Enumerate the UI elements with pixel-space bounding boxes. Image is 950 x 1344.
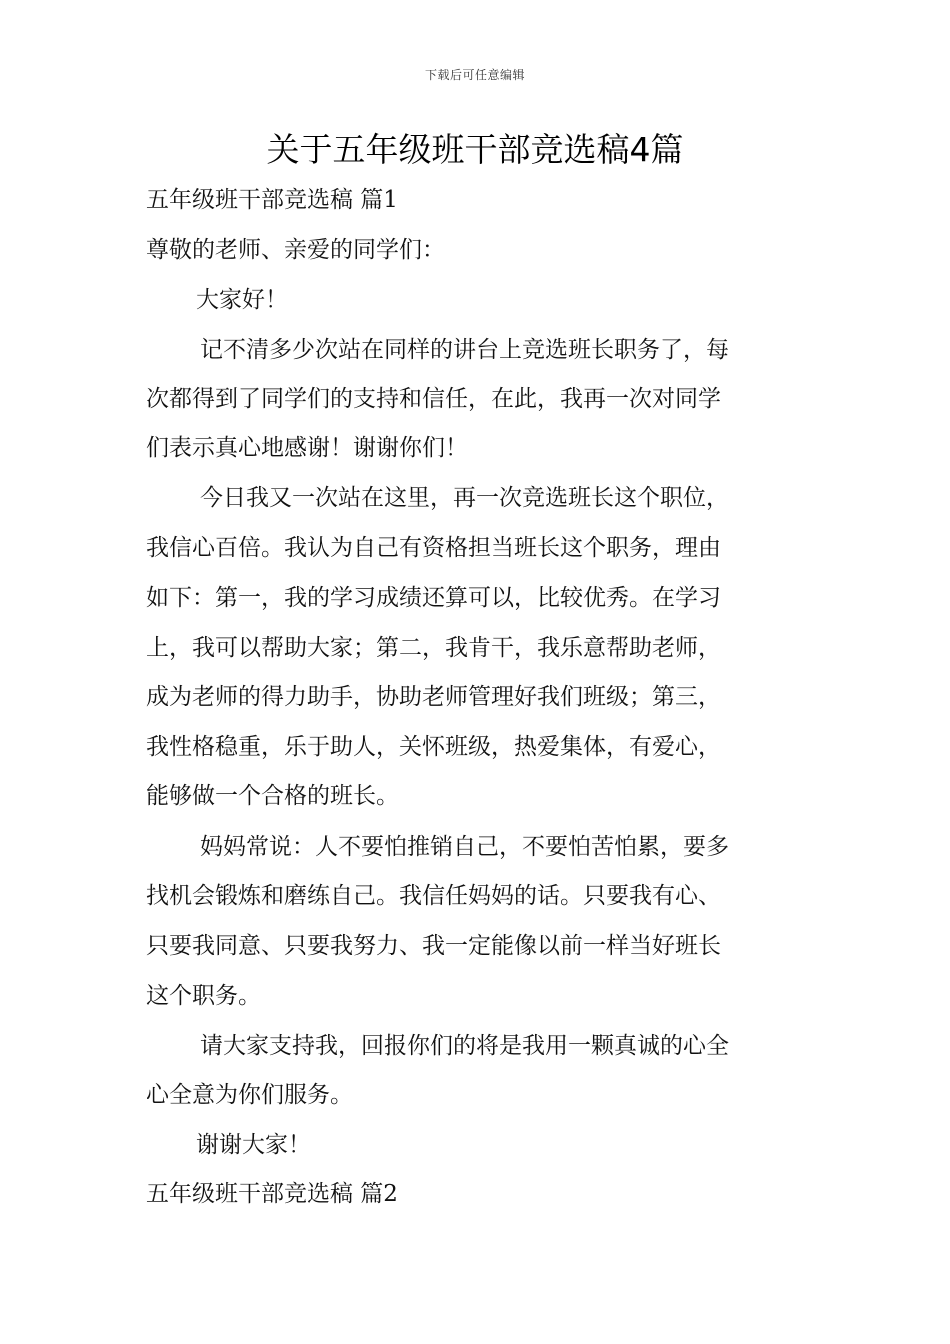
paragraph-1-line: 次都得到了同学们的支持和信任，在此，我再一次对同学 [146,386,721,412]
document-title: 关于五年级班干部竞选稿4篇 [266,130,684,169]
section-2-heading: 五年级班干部竞选稿 篇2 [146,1181,398,1207]
paragraph-2-line: 今日我又一次站在这里，再一次竞选班长这个职位， [200,485,729,511]
paragraph-2-line: 成为老师的得力助手，协助老师管理好我们班级；第三， [146,684,721,710]
header-note: 下载后可任意编辑 [424,68,525,82]
greeting: 大家好！ [196,287,288,313]
paragraph-2-line: 我信心百倍。我认为自己有资格担当班长这个职务，理由 [146,535,721,561]
paragraph-3-line: 这个职务。 [146,983,261,1009]
paragraph-4-line: 心全意为你们服务。 [146,1082,353,1108]
paragraph-3-line: 找机会锻炼和磨练自己。我信任妈妈的话。只要我有心、 [146,883,721,909]
paragraph-3-line: 只要我同意、只要我努力、我一定能像以前一样当好班长 [146,933,721,959]
salutation: 尊敬的老师、亲爱的同学们： [146,237,445,263]
section-1-heading: 五年级班干部竞选稿 篇1 [146,187,398,213]
paragraph-1-line: 记不清多少次站在同样的讲台上竞选班长职务了，每 [200,337,729,363]
paragraph-2-line: 如下：第一，我的学习成绩还算可以，比较优秀。在学习 [146,585,721,611]
paragraph-2-line: 我性格稳重，乐于助人，关怀班级，热爱集体，有爱心， [146,734,721,760]
paragraph-2-line: 上，我可以帮助大家；第二，我肯干，我乐意帮助老师， [146,635,721,661]
paragraph-2-line: 能够做一个合格的班长。 [146,783,399,809]
paragraph-4-line: 请大家支持我，回报你们的将是我用一颗真诚的心全 [200,1033,729,1059]
closing: 谢谢大家！ [196,1132,311,1158]
paragraph-3-line: 妈妈常说：人不要怕推销自己，不要怕苦怕累，要多 [200,834,729,860]
paragraph-1-line: 们表示真心地感谢！谢谢你们！ [146,435,468,461]
